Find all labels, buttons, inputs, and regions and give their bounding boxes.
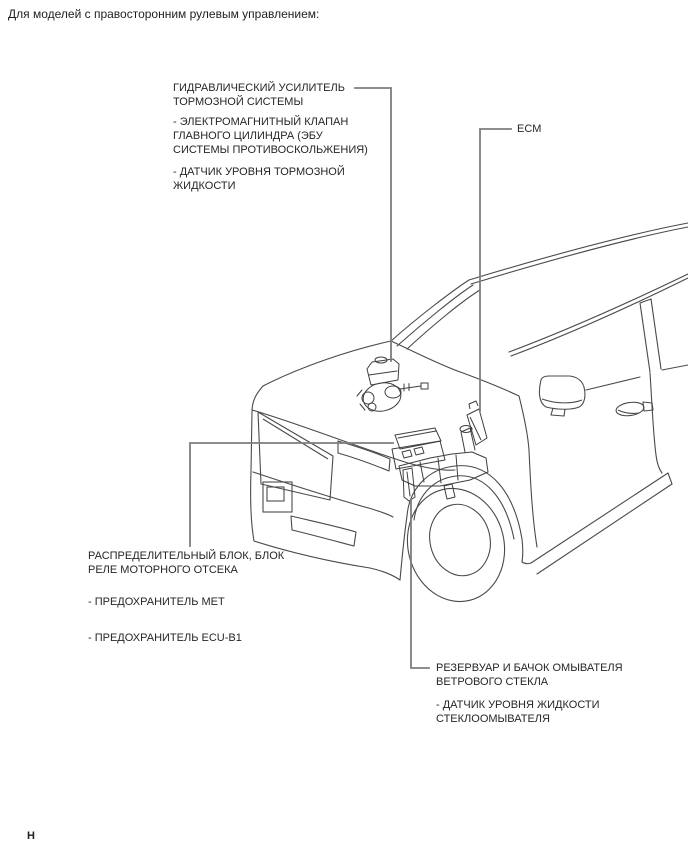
label-line: ВЕТРОВОГО СТЕКЛА [436, 676, 549, 688]
label-line: РАСПРЕДЕЛИТЕЛЬНЫЙ БЛОК, БЛОК [88, 550, 285, 562]
label-ecm [517, 122, 541, 136]
ecm-drawing [467, 401, 487, 445]
label-line: ТОРМОЗНОЙ СИСТЕМЫ [173, 96, 304, 108]
label-line: СИСТЕМЫ ПРОТИВОСКОЛЬЖЕНИЯ) [173, 144, 368, 156]
label-line: - ДАТЧИК УРОВНЯ ТОРМОЗНОЙ [173, 166, 345, 178]
license-plate [263, 482, 292, 512]
label-line: РЕЗЕРВУАР И БАЧОК ОМЫВАТЕЛЯ [436, 662, 623, 674]
label-washer-reservoir [436, 661, 623, 726]
label-line: - ПРЕДОХРАНИТЕЛЬ MET [88, 596, 225, 608]
label-line: ГИДРАВЛИЧЕСКИЙ УСИЛИТЕЛЬ [173, 82, 345, 94]
brake-booster-drawing [357, 357, 428, 415]
label-relay-block-title [88, 549, 284, 577]
label-line: - ЭЛЕКТРОМАГНИТНЫЙ КЛАПАН [173, 116, 349, 128]
label-brake-booster-item-2 [173, 165, 368, 193]
label-line: СТЕКЛООМЫВАТЕЛЯ [436, 713, 550, 725]
door-handle [615, 401, 653, 418]
label-line: ECM [517, 123, 542, 135]
label-relay-block-item-2 [88, 631, 284, 645]
label-relay-block [88, 549, 284, 645]
label-line: ЖИДКОСТИ [173, 180, 236, 192]
label-line: ГЛАВНОГО ЦИЛИНДРА (ЭБУ [173, 130, 323, 142]
headlight [338, 441, 390, 471]
label-brake-booster-item-1 [173, 115, 368, 157]
label-washer-title [436, 661, 623, 689]
label-line: - ДАТЧИК УРОВНЯ ЖИДКОСТИ [436, 699, 600, 711]
page-footer-mark: Н [27, 830, 35, 842]
intro-text: Для моделей с правосторонним рулевым управлением: [8, 7, 320, 21]
bumper-intake [291, 516, 356, 546]
side-mirror [539, 376, 585, 416]
label-brake-booster-title [173, 81, 368, 109]
label-line: РЕЛЕ МОТОРНОГО ОТСЕКА [88, 564, 238, 576]
leader-washer-reservoir [411, 499, 429, 668]
front-wheel [396, 466, 531, 612]
label-line: - ПРЕДОХРАНИТЕЛЬ ECU-B1 [88, 632, 242, 644]
label-relay-block-item-1 [88, 595, 284, 609]
label-washer-item-1 [436, 698, 623, 726]
car-outline [251, 223, 688, 580]
label-brake-booster [173, 81, 368, 193]
leader-ecm [480, 129, 511, 411]
